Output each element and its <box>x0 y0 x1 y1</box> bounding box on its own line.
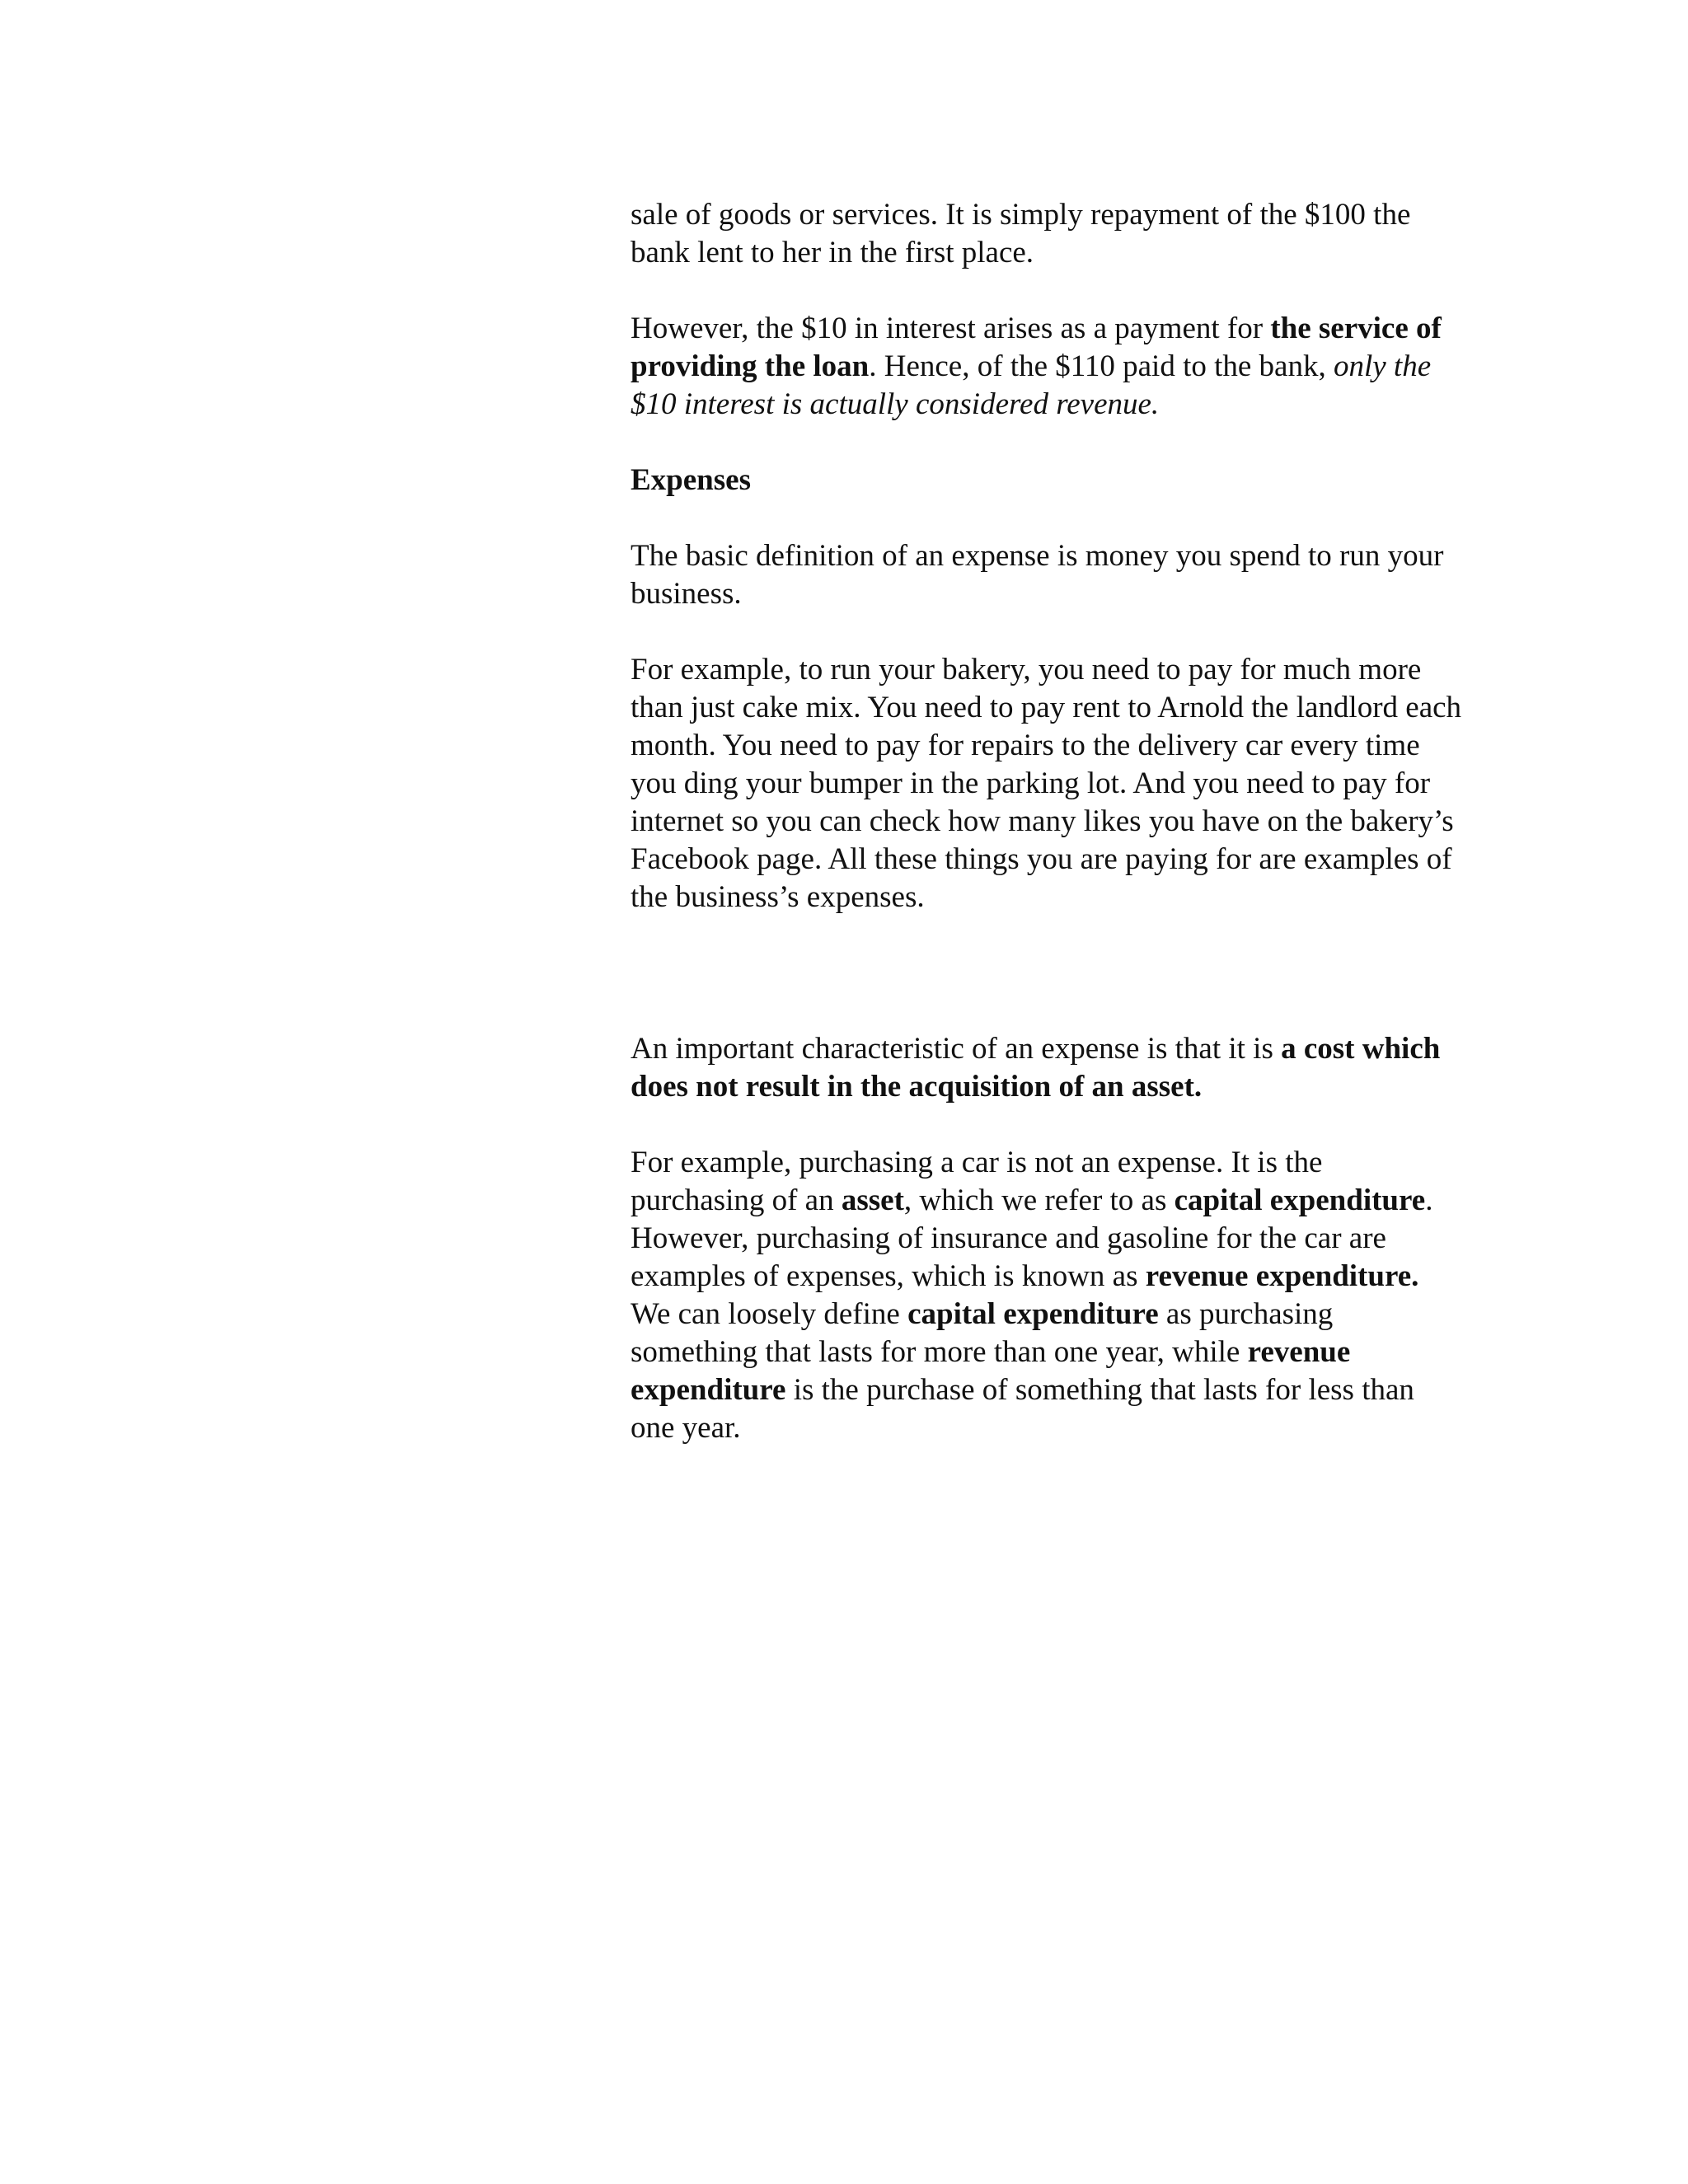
paragraph-capital-vs-revenue <box>631 1144 1463 1447</box>
bold-term-revenue-expenditure: revenue expenditure. <box>1145 1259 1419 1293</box>
paragraph-bakery-example <box>631 651 1463 916</box>
text-column <box>631 196 1463 1447</box>
paragraph-text: An important characteristic of an expense is that it is <box>631 1032 1282 1066</box>
bold-phrase: a cost which does not result in the acquisition of an asset. <box>631 1032 1441 1104</box>
paragraph-text: For example, purchasing a car is not an expense. It is the purchasing of an <box>631 1146 1323 1217</box>
paragraph-text: . However, purchasing of insurance and gasoline for the car are examples of expenses, which is known as <box>631 1183 1433 1293</box>
paragraph-text: is the purchase of something that lasts for less than one year. <box>631 1373 1414 1445</box>
section-heading-expenses: Expenses <box>631 463 751 497</box>
paragraph-text: , which we refer to as <box>903 1183 1175 1217</box>
paragraph-expense-definition <box>631 537 1463 613</box>
paragraph-text: . Hence, of the $110 paid to the bank, <box>869 349 1334 383</box>
bold-term-revenue-expenditure: revenue expenditure <box>631 1335 1351 1407</box>
bold-term-capital-expenditure: capital expenditure <box>907 1297 1159 1331</box>
paragraph-text: sale of goods or services. It is simply repayment of the $100 the bank lent to her in the first place. <box>631 198 1411 269</box>
paragraph-text: We can loosely define <box>631 1297 908 1331</box>
italic-phrase: only the $10 interest is actually considered revenue. <box>631 349 1432 421</box>
paragraph-text: The basic definition of an expense is money you spend to run your business. <box>631 539 1444 611</box>
bold-term-capital-expenditure: capital expenditure <box>1174 1183 1426 1217</box>
paragraph-text: However, the $10 in interest arises as a payment for <box>631 312 1271 345</box>
bold-phrase: the service of providing the loan <box>631 312 1442 383</box>
paragraph-loan-repayment <box>631 196 1463 272</box>
paragraph-interest-revenue <box>631 310 1463 424</box>
paragraph-text: For example, to run your bakery, you need to pay for much more than just cake mix. You need to pay rent to Arnold the landlord each month. You need to pay for repairs to the delivery car every time you ding your bumper in the parking lot. And you need to pay for internet so you can check how many likes you have on the bakery’s Facebook page. All these things you are paying for are examples of the business’s expenses. <box>631 653 1462 914</box>
paragraph-text: as purchasing something that lasts for more than one year, while <box>631 1297 1334 1369</box>
bold-term-asset: asset <box>841 1183 904 1217</box>
paragraph-expense-characteristic <box>631 1030 1463 1106</box>
